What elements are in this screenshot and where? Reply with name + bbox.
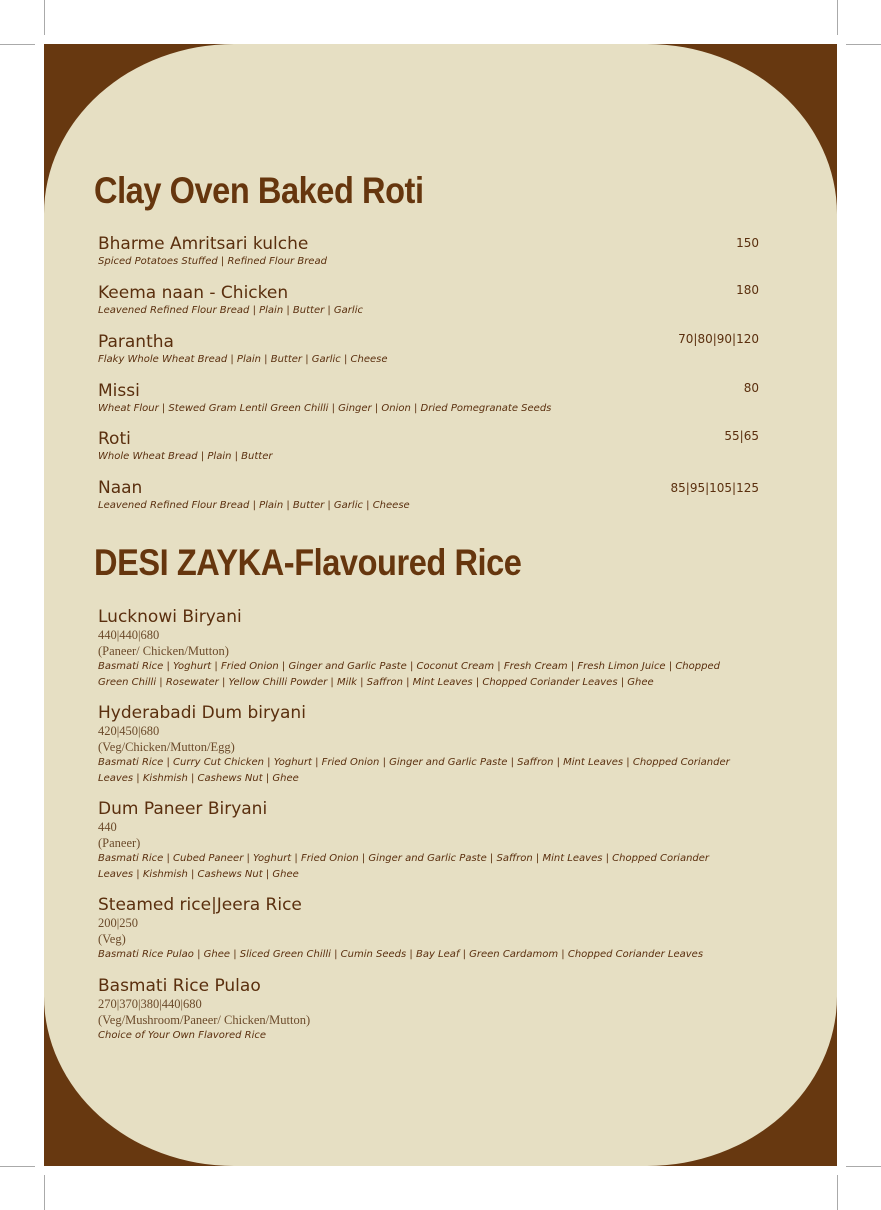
item-name: Missi	[98, 381, 140, 401]
menu-item	[98, 799, 738, 883]
menu-item	[98, 895, 748, 963]
crop-mark	[837, 1175, 838, 1210]
crop-mark	[846, 44, 881, 45]
menu-item	[98, 478, 759, 514]
menu-item	[98, 703, 748, 787]
item-desc: Leavened Refined Flour Bread | Plain | Butter | Garlic | Cheese	[98, 500, 410, 511]
item-name: Dum Paneer Biryani	[98, 799, 268, 819]
item-desc: Basmati Rice | Cubed Paneer | Yoghurt | Fried Onion | Ginger and Garlic Paste | Saffron | Mint Leaves | Chopped Coriander Leaves | Kishmish | Cashews Nut | Ghee	[98, 853, 710, 880]
item-name: Basmati Rice Pulao	[98, 976, 261, 996]
item-name: Lucknowi Biryani	[98, 607, 242, 627]
item-price: 85|95|105|125	[670, 481, 759, 495]
item-desc: Whole Wheat Bread | Plain | Butter	[98, 451, 273, 462]
menu-item	[98, 607, 748, 691]
crop-mark	[846, 1166, 881, 1167]
item-variants: (Paneer)	[98, 836, 141, 850]
item-name: Hyderabadi Dum biryani	[98, 703, 306, 723]
item-desc: Spiced Potatoes Stuffed | Refined Flour Bread	[98, 256, 327, 267]
item-name: Roti	[98, 429, 131, 449]
menu-item	[98, 332, 759, 368]
item-variants: (Veg)	[98, 932, 126, 946]
menu-item	[98, 283, 759, 319]
menu-item	[98, 976, 748, 1044]
crop-mark	[0, 44, 35, 45]
item-desc: Wheat Flour | Stewed Gram Lentil Green Chilli | Ginger | Onion | Dried Pomegranate Seeds	[98, 403, 552, 414]
item-variants: (Veg/Mushroom/Paneer/ Chicken/Mutton)	[98, 1013, 311, 1027]
section-title-rice: DESI ZAYKA-Flavoured Rice	[94, 542, 522, 583]
item-price: 70|80|90|120	[678, 332, 759, 346]
item-desc: Basmati Rice Pulao | Ghee | Sliced Green Chilli | Cumin Seeds | Bay Leaf | Green Cardamom | Chopped Coriander Leaves	[98, 949, 704, 960]
item-price: 200|250	[98, 916, 139, 930]
item-price: 180	[736, 283, 759, 297]
item-desc: Choice of Your Own Flavored Rice	[98, 1030, 267, 1041]
crop-mark	[44, 1175, 45, 1210]
item-price: 80	[743, 381, 759, 395]
crop-mark	[44, 0, 45, 35]
item-name: Keema naan - Chicken	[98, 283, 289, 303]
item-desc: Flaky Whole Wheat Bread | Plain | Butter | Garlic | Cheese	[98, 354, 388, 365]
crop-mark	[0, 1166, 35, 1167]
item-variants: (Veg/Chicken/Mutton/Egg)	[98, 740, 235, 754]
item-name: Bharme Amritsari kulche	[98, 234, 309, 254]
item-price: 440|440|680	[98, 628, 160, 642]
item-price: 420|450|680	[98, 724, 160, 738]
menu-item	[98, 381, 759, 417]
item-name: Steamed rice|Jeera Rice	[98, 895, 302, 915]
item-price: 55|65	[724, 429, 759, 443]
menu-item	[98, 429, 759, 465]
crop-mark	[837, 0, 838, 35]
item-variants: (Paneer/ Chicken/Mutton)	[98, 644, 229, 658]
menu-item	[98, 234, 759, 270]
item-name: Naan	[98, 478, 143, 498]
item-desc: Leavened Refined Flour Bread | Plain | Butter | Garlic	[98, 305, 363, 316]
section-title-roti: Clay Oven Baked Roti	[94, 170, 424, 211]
item-price: 440	[98, 820, 117, 834]
item-price: 270|370|380|440|680	[98, 997, 202, 1011]
item-price: 150	[736, 236, 759, 250]
item-desc: Basmati Rice | Curry Cut Chicken | Yoghurt | Fried Onion | Ginger and Garlic Paste | Saffron | Mint Leaves | Chopped Coriander Leaves | Kishmish | Cashews Nut | Ghee	[98, 757, 730, 784]
item-name: Parantha	[98, 332, 174, 352]
item-desc: Basmati Rice | Yoghurt | Fried Onion | Ginger and Garlic Paste | Coconut Cream | Fresh Cream | Fresh Limon Juice | Chopped Green Chilli | Rosewater | Yellow Chilli Powder | Milk | Saffron | Mint Leaves | Chopped Coriander Leaves | Ghee	[98, 661, 720, 688]
